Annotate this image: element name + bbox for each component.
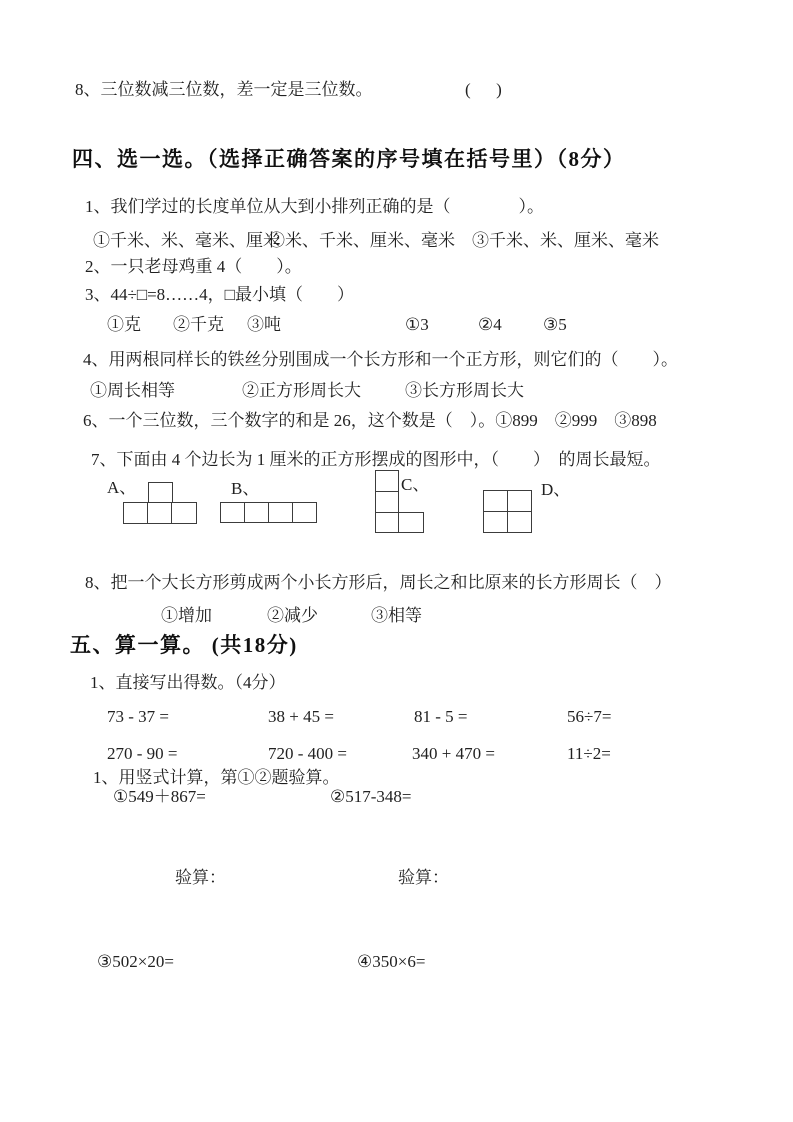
unit-square xyxy=(375,491,399,513)
choice-q3-option-2: ②4 xyxy=(478,315,502,334)
choice-q1-text: 1、我们学过的长度单位从大到小排列正确的是（ ）。 xyxy=(85,197,544,216)
shape-a-t-tetromino xyxy=(123,482,197,525)
judge-item-8-text: 8、三位数减三位数，差一定是三位数。 xyxy=(75,80,373,99)
choice-q4-option-3: ③长方形周长大 xyxy=(405,381,524,400)
choice-q3-option-1: ①3 xyxy=(405,315,429,334)
mental-math-expression: 340 + 470 = xyxy=(412,744,495,763)
choice-q6-text: 6、一个三位数，三个数字的和是 26，这个数是（ ）。①899 ②999 ③898 xyxy=(83,411,657,430)
unit-square xyxy=(292,502,317,523)
vertical-calc-intro: 1、用竖式计算，第①②题验算。 xyxy=(93,768,340,787)
check-label-2: 验算： xyxy=(398,868,449,887)
mental-math-expression: 270 - 90 = xyxy=(107,744,178,763)
choice-q2-option-2: ②千克 xyxy=(173,315,224,334)
choice-q4-option-1: ①周长相等 xyxy=(90,381,175,400)
choice-q2-option-1: ①克 xyxy=(107,315,141,334)
mental-math-expression: 11÷2= xyxy=(567,744,611,763)
section-four-heading: 四、选一选。（选择正确答案的序号填在括号里）（8分） xyxy=(72,147,626,171)
choice-q1-option-1: ①千米、米、毫米、厘米 xyxy=(93,231,280,250)
choice-q2-text: 2、一只老母鸡重 4（ ）。 xyxy=(85,257,302,276)
vertical-calc-item-3: ③502×20= xyxy=(97,952,174,971)
unit-square xyxy=(375,470,399,492)
unit-square xyxy=(147,502,172,524)
choice-q8-option-3: ③相等 xyxy=(371,606,422,625)
unit-square xyxy=(507,511,532,533)
unit-square xyxy=(268,502,293,523)
choice-q8-text: 8、把一个大长方形剪成两个小长方形后，周长之和比原来的长方形周长（ ） xyxy=(85,573,672,592)
mental-math-intro: 1、直接写出得数。（4分） xyxy=(90,673,286,692)
vertical-calc-item-2: ②517-348= xyxy=(330,787,412,806)
choice-q4-text: 4、用两根同样长的铁丝分别围成一个长方形和一个正方形，则它们的（ ）。 xyxy=(83,350,678,369)
shape-b-i-tetromino xyxy=(220,502,317,523)
unit-square xyxy=(507,490,532,512)
shape-d-square-tetromino xyxy=(483,490,532,533)
shape-b-label: B、 xyxy=(231,479,260,498)
unit-square xyxy=(375,512,399,533)
mental-math-expression: 56÷7= xyxy=(567,707,612,726)
unit-square xyxy=(148,482,173,503)
choice-q3-text: 3、44÷□=8……4，□最小填（ ） xyxy=(85,285,354,304)
choice-q7-text: 7、下面由 4 个边长为 1 厘米的正方形摆成的图形中，（ ） 的周长最短。 xyxy=(91,450,661,469)
section-five-heading: 五、算一算。 (共18分) xyxy=(70,633,298,657)
mental-math-expression: 38 + 45 = xyxy=(268,707,334,726)
judge-item-8-answer-blank: ( ) xyxy=(465,80,502,99)
choice-q1-option-2: ②米、千米、厘米、毫米 xyxy=(268,231,455,250)
unit-square xyxy=(398,512,424,533)
unit-square xyxy=(483,490,508,512)
check-label-1: 验算： xyxy=(175,868,226,887)
vertical-calc-item-4: ④350×6= xyxy=(357,952,426,971)
shape-d-label: D、 xyxy=(541,480,571,499)
unit-square xyxy=(244,502,269,523)
choice-q8-option-2: ②减少 xyxy=(267,606,318,625)
unit-square xyxy=(123,502,148,524)
choice-q8-option-1: ①增加 xyxy=(161,606,212,625)
unit-square xyxy=(483,511,508,533)
vertical-calc-item-1: ①549＋867= xyxy=(113,787,206,806)
unit-square xyxy=(220,502,245,523)
unit-square xyxy=(171,502,197,524)
mental-math-expression: 73 - 37 = xyxy=(107,707,169,726)
choice-q1-option-3: ③千米、米、厘米、毫米 xyxy=(472,231,659,250)
mental-math-expression: 720 - 400 = xyxy=(268,744,347,763)
shape-a-label: A、 xyxy=(107,478,137,497)
choice-q4-option-2: ②正方形周长大 xyxy=(242,381,361,400)
shape-c-l-tetromino xyxy=(375,470,424,533)
choice-q3-option-3: ③5 xyxy=(543,315,567,334)
choice-q2-option-3: ③吨 xyxy=(247,315,281,334)
shape-c-label: C、 xyxy=(401,475,430,494)
mental-math-expression: 81 - 5 = xyxy=(414,707,468,726)
